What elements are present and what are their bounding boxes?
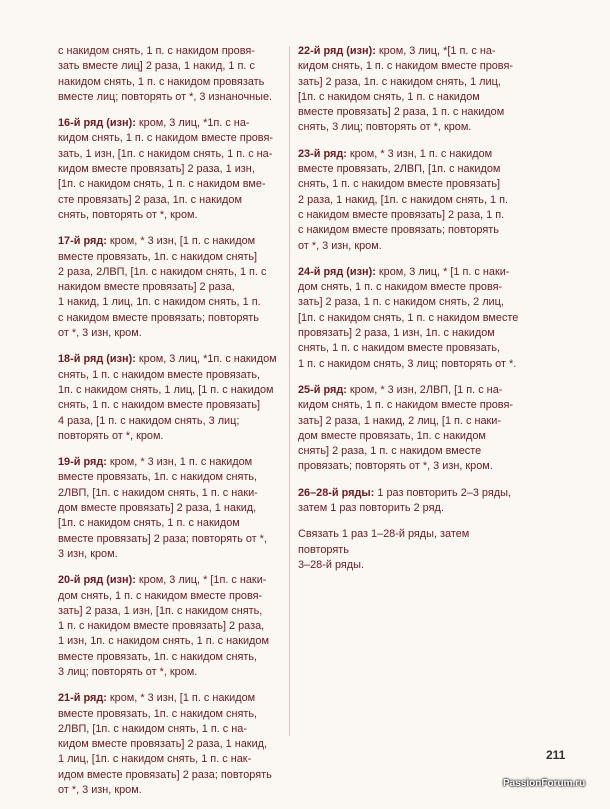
- row-label: 21-й ряд:: [58, 692, 107, 705]
- row-label: 24-й ряд (изн):: [298, 265, 376, 278]
- row-label: 26–28-й ряды:: [298, 486, 375, 499]
- row-label: 17-й ряд:: [58, 235, 107, 248]
- paragraph-row-23: 23-й ряд: кром, * 3 изн, 1 п. с накидом вместе провязать, 2ЛВП, [1п. с накидом снять, 1 п. с накидом вместе провязать] 2 раза, 1 накид, [1п. с накидом снять, 1 п. с накидом вместе провязать] 2 раза, 1 п. с накидом вместе провязать; повторять от *, 3 изн, кром.: [298, 147, 509, 252]
- row-label: 25-й ряд:: [298, 383, 347, 396]
- watermark: PassionForum.ru: [503, 778, 586, 789]
- paragraph-row-22: 22-й ряд (изн): кром, 3 лиц, *[1 п. с на- кидом снять, 1 п. с накидом вместе провя- зать] 2 раза, 1п. с накидом снять, 1 лиц, [1п. с накидом снять, 1 п. с накидом вместе провязать] 2 раза, 1 п. с накидом снять, 3 лиц; повторять от *, кром.: [298, 45, 513, 134]
- paragraph-summary: Связать 1 раз 1–28-й ряды, затем повторять 3–28-й ряды.: [298, 528, 470, 571]
- right-column: [298, 44, 520, 584]
- page-number: 211: [546, 748, 566, 762]
- paragraph-row-16: 16-й ряд (изн): кром, 3 лиц, *1п. с на- кидом снять, 1 п. с накидом вместе провя- зать, 1 изн, [1п. с накидом снять, 1 п. с на- кидом вместе провязать] 2 раза, 1 изн, [1п. с накидом снять, 1 п. с накидом вме- сте провязать] 2 раза, 1п. с накидом снять, повторять от *, кром.: [58, 117, 273, 221]
- paragraph-continuation: с накидом снять, 1 п. с накидом провя- зать вместе лиц] 2 раза, 1 накид, 1 п. с накидом снять, 1 п. с накидом провязать вместе лиц; повторять от *, 3 изнаночные.: [58, 45, 273, 103]
- paragraph-row-18: 18-й ряд (изн): кром, 3 лиц, *1п. с накидом снять, 1 п. с накидом вместе провязать, 1п. с накидом снять, 1 лиц, [1 п. с накидом снять, 1 п. с накидом вместе провязать] 4 раза, [1 п. с накидом снять, 3 лиц; повторять от *, кром.: [58, 353, 277, 442]
- row-label: 16-й ряд (изн):: [58, 117, 136, 130]
- row-label: 23-й ряд:: [298, 147, 347, 160]
- paragraph-row-24: 24-й ряд (изн): кром, 3 лиц, * [1 п. с наки- дом снять, 1 п. с накидом вместе провя- зать] 2 раза, 1 п. с накидом снять, 2 лиц, [1п. с накидом снять, 1 п. с накидом вместе провязать] 2 раза, 1 изн, 1п. с накидом снять, 1 п. с накидом вместе провязать, 1 п. с накидом снять, 3 лиц; повторять от *.: [298, 265, 519, 370]
- paragraph-rows-26-28: 26–28-й ряды: 1 раз повторить 2–3 ряды, затем 1 раз повторить 2 ряд.: [298, 486, 511, 515]
- row-label: 22-й ряд (изн):: [298, 45, 376, 57]
- row-label: 18-й ряд (изн):: [58, 353, 136, 366]
- row-label: 19-й ряд:: [58, 456, 107, 469]
- row-label: 20-й ряд (изн):: [58, 574, 136, 587]
- paragraph-row-17: 17-й ряд: кром, * 3 изн, [1 п. с накидом вместе провязать, 1п. с накидом снять] 2 раза, 2ЛВП, [1п. с накидом снять, 1 п. с накидом вместе провязать] 2 раза, 1 накид, 1 лиц, 1п. с накидом снять, 1 п. с накидом вместе провязать; повторять от *, 3 изн, кром.: [58, 235, 267, 340]
- column-divider: [289, 46, 290, 736]
- paragraph-row-25: 25-й ряд: кром, * 3 изн, 2ЛВП, [1 п. с на- кидом снять, 1 п. с накидом вместе провя- зать] 2 раза, 1 накид, 2 лиц, [1 п. с наки- дом вместе провязать, 1п. с накидом снять] 2 раза, 1 п. с накидом вместе провязать; повторять от *, 3 изн, кром.: [298, 383, 513, 473]
- left-column: [58, 44, 280, 809]
- paragraph-row-19: 19-й ряд: кром, * 3 изн, 1 п. с накидом вместе провязать, 1п. с накидом снять, 2ЛВП, [1п. с накидом снять, 1 п. с наки- дом вместе провязать] 2 раза, 1 накид, [1п. с накидом снять, 1 п. с накидом вместе провязать] 2 раза; повторять от *, 3 изн, кром.: [58, 456, 267, 560]
- paragraph-row-21: 21-й ряд: кром, * 3 изн, [1 п. с накидом вместе провязать, 1п. с накидом снять, 2ЛВП, [1п. с накидом снять, 1 п. с на- кидом вместе провязать] 2 раза, 1 накид, 1 лиц, [1п. с накидом снять, 1 п. с нак- идом вместе провязать] 2 раза; повторять от *, 3 изн, кром.: [58, 692, 272, 797]
- paragraph-row-20: 20-й ряд (изн): кром, 3 лиц, * [1п. с наки- дом снять, 1 п. с накидом вместе провя- зать] 2 раза, 1 изн, [1п. с накидом снять, 1 п. с накидом вместе провязать] 2 раза, 1 изн, 1п. с накидом снять, 1 п. с накидом вместе провязать, 1п. с накидом снять, 3 лиц; повторять от *, кром.: [58, 574, 269, 678]
